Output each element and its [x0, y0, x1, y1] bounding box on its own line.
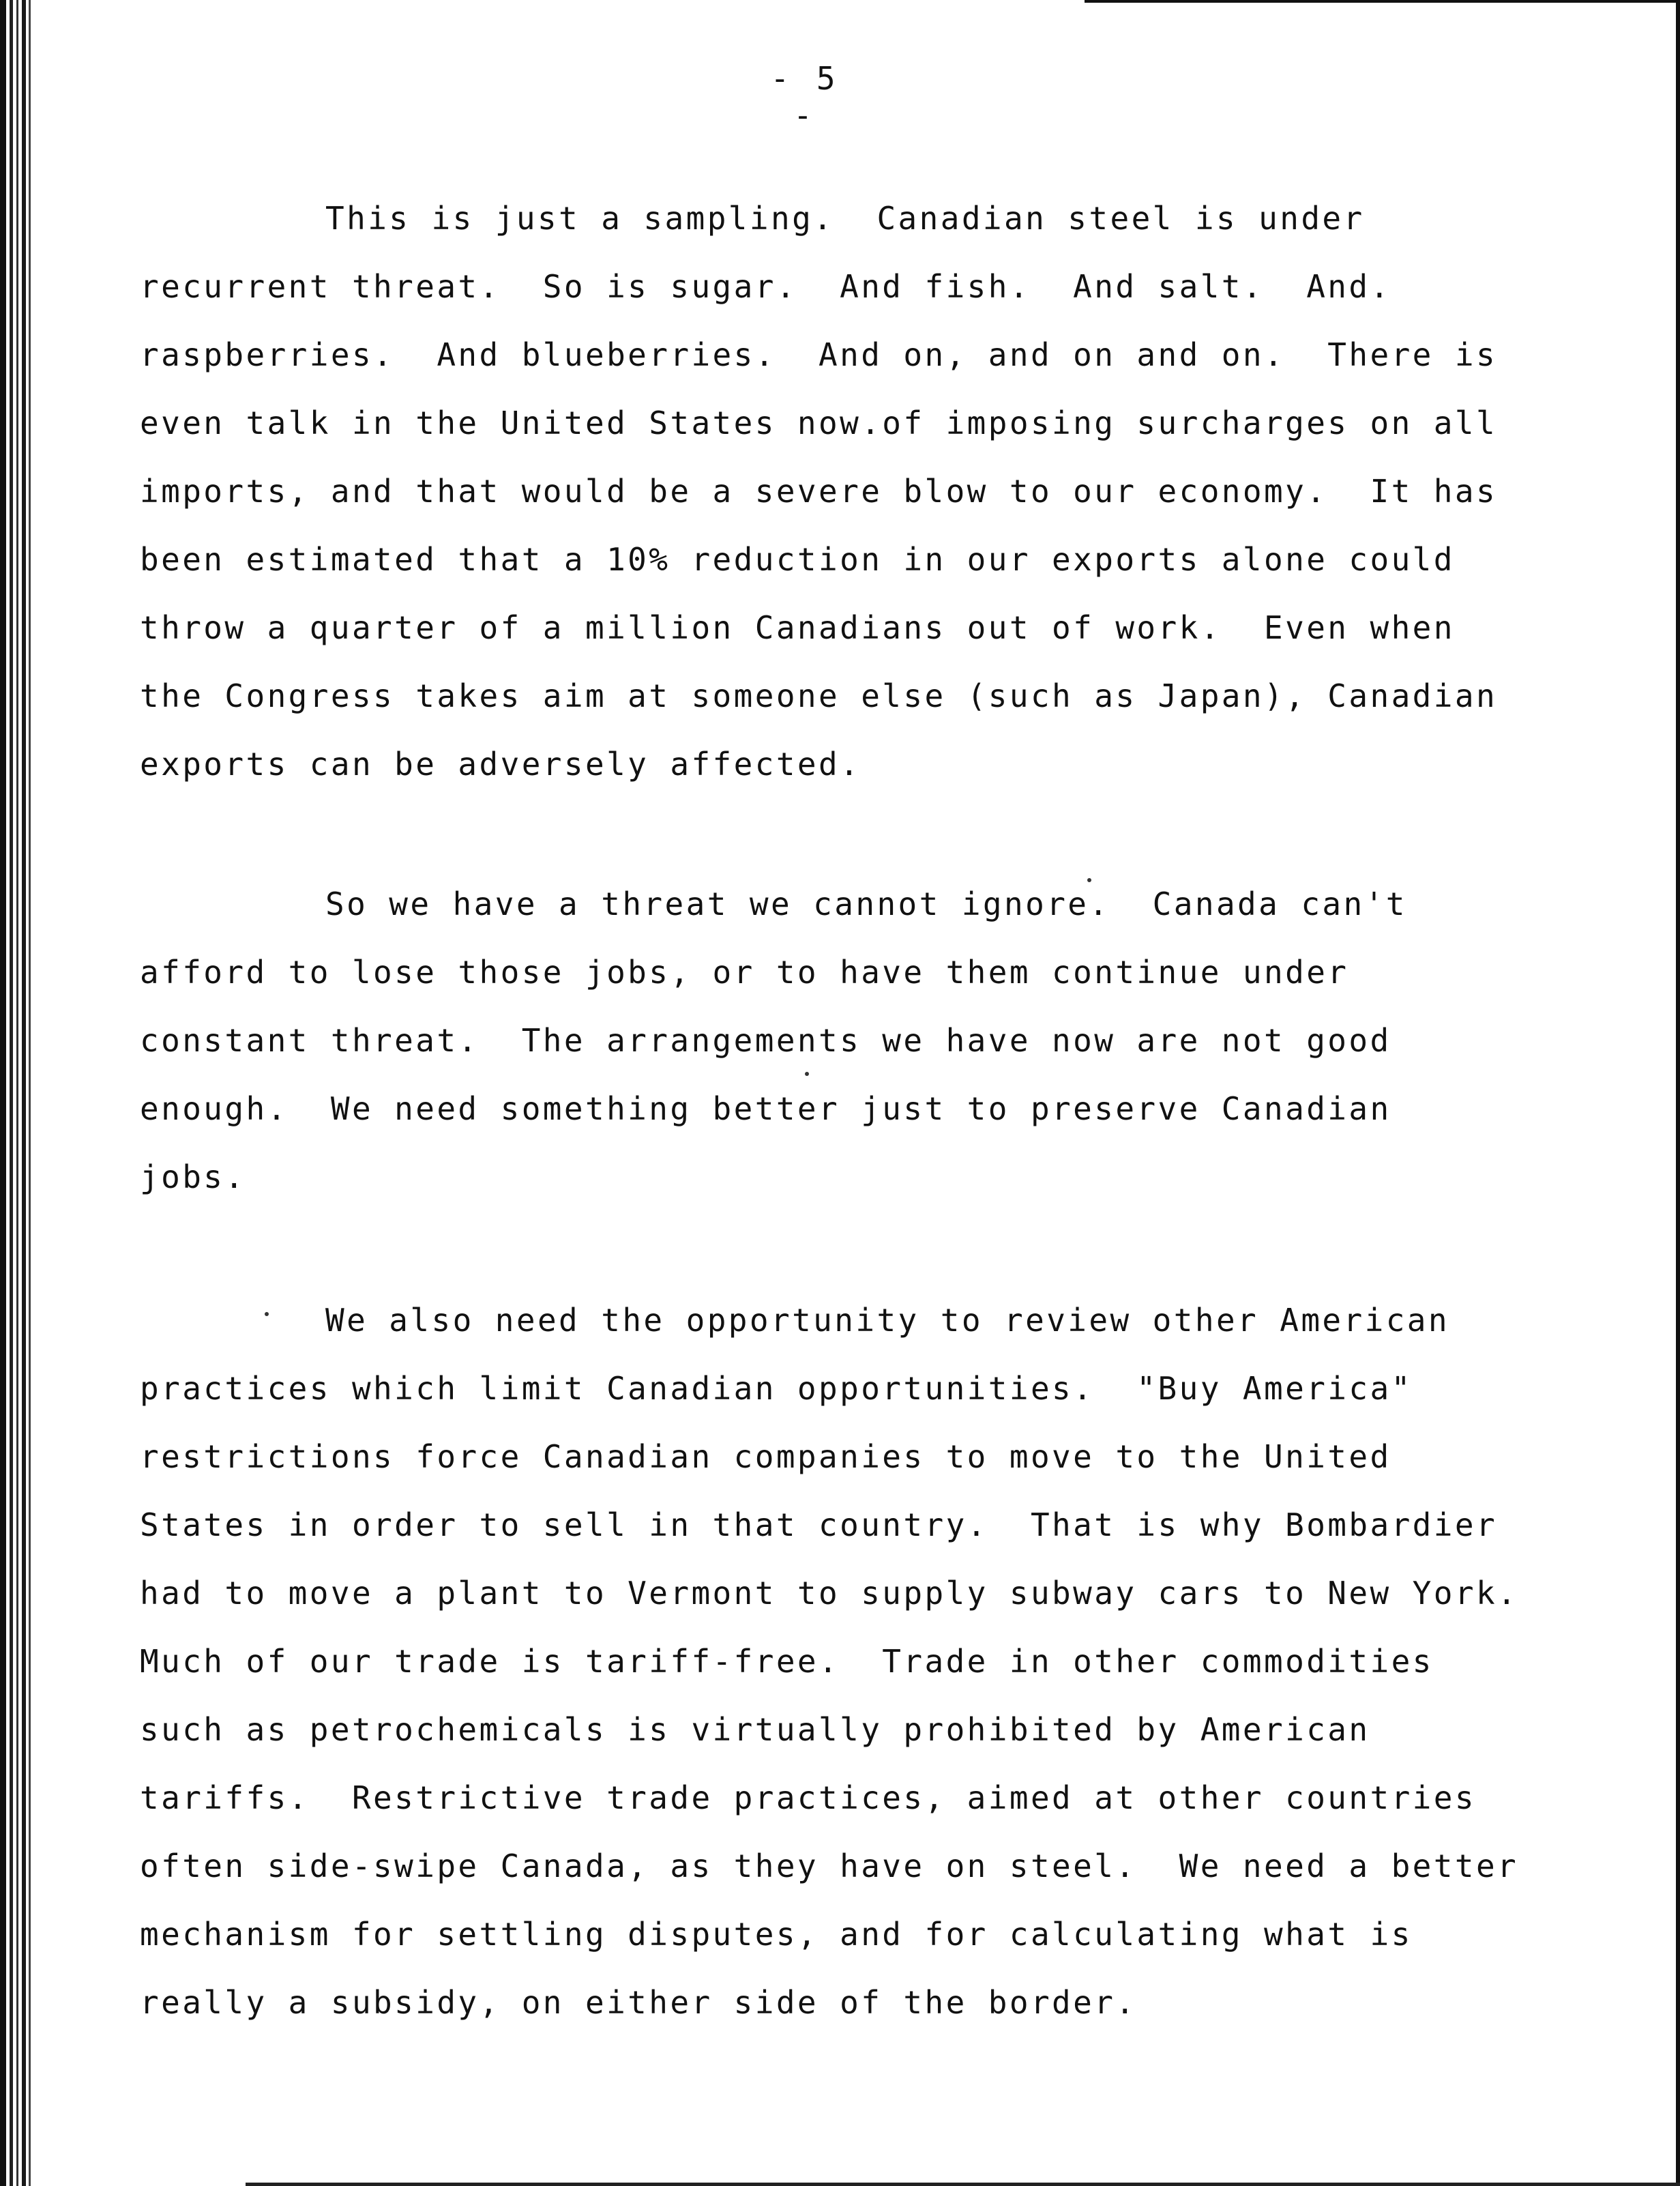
scan-speck: [805, 1072, 809, 1076]
scan-bottom-edge: [246, 2183, 1680, 2186]
paragraph-line: imports, and that would be a severe blow to our economy. It has: [140, 473, 1498, 510]
scan-top-edge: [1085, 0, 1680, 3]
paragraph-line: We also need the opportunity to review other American: [325, 1302, 1449, 1339]
paragraph-line: such as petrochemicals is virtually prohibited by American: [140, 1711, 1370, 1748]
paragraph-line: This is just a sampling. Canadian steel is under: [325, 200, 1365, 237]
paragraph-line: really a subsidy, on either side of the border.: [140, 1984, 1137, 2021]
paragraph-line: Much of our trade is tariff-free. Trade in other commodities: [140, 1643, 1434, 1680]
paragraph-line: tariffs. Restrictive trade practices, aimed at other countries: [140, 1779, 1476, 1816]
paragraph-line: even talk in the United States now.of imposing surcharges on all: [140, 405, 1498, 441]
paragraph-line: enough. We need something better just to preserve Canadian: [140, 1090, 1391, 1127]
paragraph-line: afford to lose those jobs, or to have them continue under: [140, 954, 1349, 991]
scan-speck: [1087, 878, 1091, 882]
paragraph-line: States in order to sell in that country. That is why Bombardier: [140, 1506, 1498, 1543]
paragraph-line: mechanism for settling disputes, and for calculating what is: [140, 1916, 1413, 1953]
paragraph-line: jobs.: [140, 1158, 246, 1195]
paragraph-line: the Congress takes aim at someone else (such as Japan), Canadian: [140, 677, 1498, 714]
paragraph-line: constant threat. The arrangements we have now are not good: [140, 1022, 1391, 1059]
paragraph-line: So we have a threat we cannot ignore. Canada can't: [325, 886, 1407, 922]
paragraph-line: had to move a plant to Vermont to supply subway cars to New York.: [140, 1575, 1519, 1612]
paragraph-2: [140, 870, 1572, 1211]
paragraph-3: [140, 1286, 1572, 2037]
paragraph-1: [140, 184, 1572, 798]
page-number: - 5 -: [770, 60, 840, 134]
paragraph-line: exports can be adversely affected.: [140, 746, 861, 783]
paragraph-line: restrictions force Canadian companies to move to the United: [140, 1438, 1391, 1475]
paragraph-line: recurrent threat. So is sugar. And fish. And salt. And.: [140, 268, 1391, 305]
paragraph-line: often side-swipe Canada, as they have on steel. We need a better: [140, 1848, 1519, 1884]
scan-right-edge: [1676, 0, 1680, 2186]
scan-speck: [265, 1312, 269, 1316]
scan-left-edge: [0, 0, 45, 2186]
paragraph-line: practices which limit Canadian opportunities. "Buy America": [140, 1370, 1413, 1407]
paragraph-line: throw a quarter of a million Canadians out of work. Even when: [140, 609, 1455, 646]
paragraph-line: raspberries. And blueberries. And on, and on and on. There is: [140, 336, 1498, 373]
paragraph-line: been estimated that a 10% reduction in our exports alone could: [140, 541, 1455, 578]
